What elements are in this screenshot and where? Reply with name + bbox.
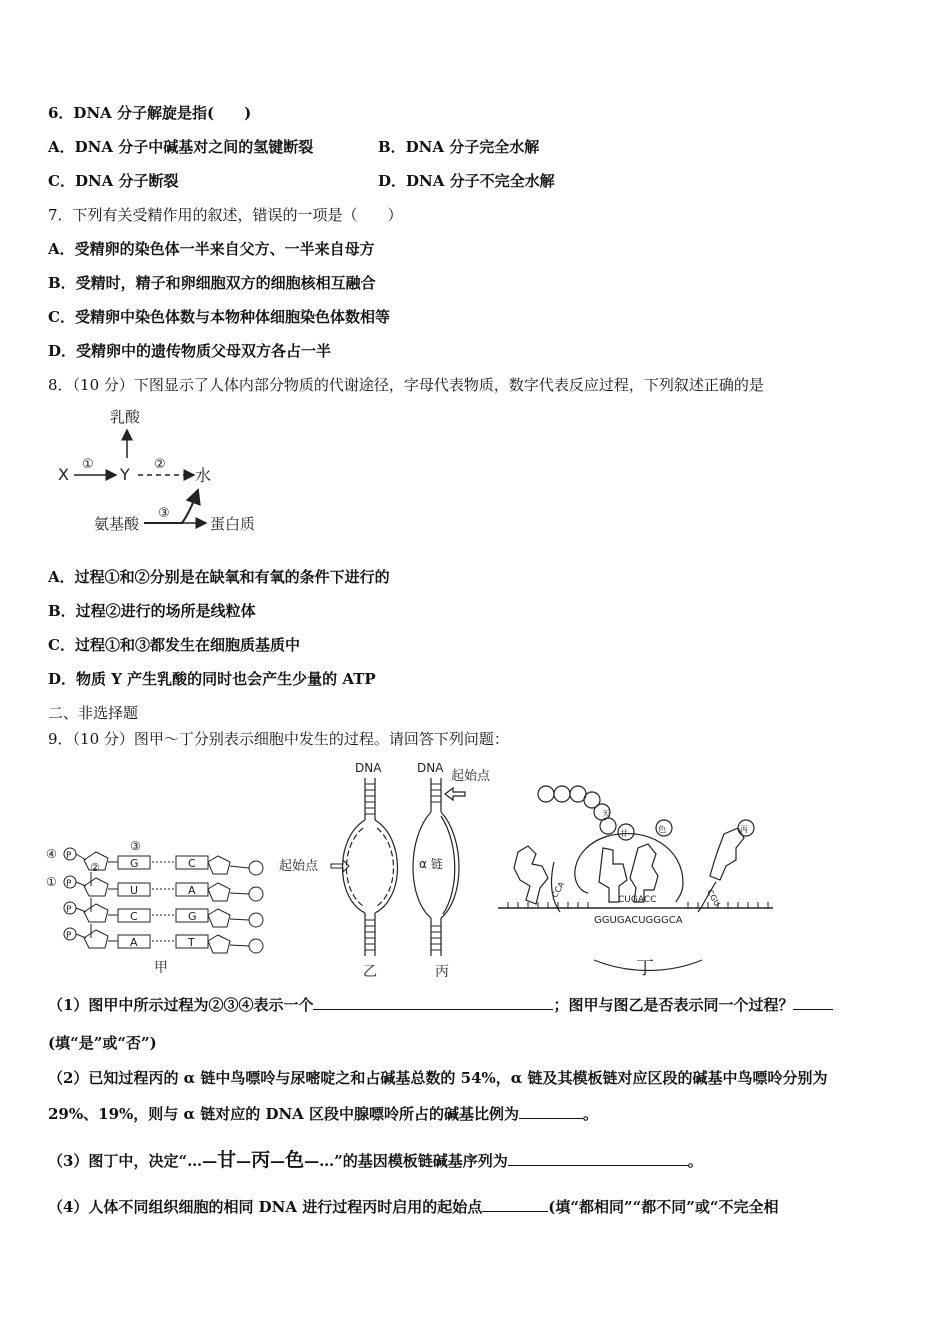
water-label: 水: [195, 466, 212, 485]
q7-option-d: D．受精卵中的遗传物质父母双方各占一半: [48, 342, 332, 360]
svg-text:起始点: 起始点: [451, 769, 491, 784]
fig-label-bing: 丙: [435, 964, 449, 980]
step3-label: ③: [158, 506, 170, 521]
q8-option-b: B．过程②进行的场所是线粒体: [48, 602, 256, 620]
q6-option-b: B．DNA 分子完全水解: [378, 138, 540, 156]
figure-bing: [405, 758, 505, 980]
q8-option-a: A．过程①和②分别是在缺氧和有氧的条件下进行的: [48, 568, 390, 586]
svg-text:G: G: [188, 910, 197, 923]
protein-label: 蛋白质: [210, 515, 256, 533]
svg-text:P: P: [66, 851, 72, 861]
svg-text:P: P: [66, 931, 72, 941]
svg-text:C: C: [188, 857, 196, 870]
fig-label-ding: 丁: [636, 958, 654, 979]
svg-text:CCA: CCA: [550, 880, 567, 900]
svg-text:P: P: [66, 905, 72, 915]
q9-part1: （1）图甲中所示过程为②③④表示一个 ；图甲与图乙是否表示同一个过程？: [48, 995, 833, 1015]
svg-text:U: U: [130, 884, 139, 897]
q8-option-c: C．过程①和③都发生在细胞质基质中: [48, 636, 300, 654]
step2-label: ②: [154, 457, 166, 472]
q9-part2: （2）已知过程丙的 α 链中鸟嘌呤与尿嘧啶之和占碱基总数的 54%，α 链及其模板链对应区段的碱基中鸟嘌呤分别为: [48, 1069, 828, 1087]
q6-option-a: A．DNA 分子中碱基对之间的氢键断裂: [48, 138, 314, 156]
svg-text:色: 色: [658, 825, 666, 834]
q7-stem: 7．下列有关受精作用的叙述，错误的一项是（ ）: [48, 206, 403, 224]
q9-part2-cont: 29%、19%，则与 α 链对应的 DNA 区段中腺嘌呤所占的碱基比例为 。: [48, 1105, 599, 1123]
q9-stem: 9．（10 分）图甲～丁分别表示细胞中发生的过程。请回答下列问题：: [48, 730, 509, 748]
fig-label-jia: 甲: [154, 960, 168, 976]
metabolism-diagram: [50, 402, 280, 547]
svg-text:丙: 丙: [740, 825, 748, 834]
amino-acid-label: 氨基酸: [94, 515, 140, 533]
q7-option-a: A．受精卵的染色体一半来自父方、一半来自母方: [48, 240, 375, 258]
fig-label-yi: 乙: [363, 964, 377, 980]
svg-text:天: 天: [602, 809, 610, 818]
y-label: Y: [120, 465, 130, 484]
x-label: X: [58, 465, 69, 484]
svg-text:CGU: CGU: [705, 888, 722, 908]
q6-option-c: C．DNA 分子断裂: [48, 172, 179, 190]
svg-text:α 链: α 链: [419, 857, 443, 871]
q8-option-d: D．物质 Y 产生乳酸的同时也会产生少量的 ATP: [48, 670, 376, 688]
figure-yi: [275, 758, 405, 980]
step1-label: ①: [82, 457, 94, 472]
svg-text:CUGACC: CUGACC: [618, 895, 657, 905]
svg-text:起始点: 起始点: [279, 859, 319, 874]
svg-text:GGUGACUGGGCA: GGUGACUGGGCA: [594, 915, 683, 926]
svg-text:P: P: [66, 879, 72, 889]
q8-stem: 8．（10 分）下图显示了人体内部分物质的代谢途径，字母代表物质，数字代表反应过程，下列叙述正确的是: [48, 376, 764, 394]
q7-option-b: B．受精时，精子和卵细胞双方的细胞核相互融合: [48, 274, 376, 292]
svg-text:③: ③: [130, 839, 141, 853]
q9-part1-note: (填“是”或“否”): [48, 1034, 157, 1052]
svg-text:①: ①: [46, 875, 57, 889]
svg-text:④: ④: [46, 847, 57, 861]
q6-stem: 6．DNA 分子解旋是指( ): [48, 104, 252, 122]
svg-text:②: ②: [90, 861, 100, 874]
svg-text:甘: 甘: [620, 829, 628, 838]
svg-text:A: A: [188, 884, 196, 897]
q6-option-d: D．DNA 分子不完全水解: [378, 172, 555, 190]
q7-option-c: C．受精卵中染色体数与本物种体细胞染色体数相等: [48, 308, 390, 326]
svg-text:C: C: [130, 910, 138, 923]
q9-part3: （3）图丁中，决定“…—甘—丙—色—…”的基因模板链碱基序列为 。: [48, 1149, 703, 1171]
figure-ding: [498, 778, 773, 983]
q9-part4: （4）人体不同组织细胞的相同 DNA 进行过程丙时启用的起始点 (填“都相同”“都不同”或“不完全相: [48, 1198, 779, 1216]
lactic-acid-label: 乳酸: [110, 408, 141, 426]
svg-text:T: T: [188, 936, 195, 949]
svg-text:DNA: DNA: [355, 761, 382, 775]
section-heading: 二、非选择题: [48, 704, 139, 722]
svg-text:DNA: DNA: [417, 761, 444, 775]
figure-jia: [46, 838, 271, 978]
svg-text:G: G: [130, 857, 139, 870]
svg-text:A: A: [130, 936, 138, 949]
